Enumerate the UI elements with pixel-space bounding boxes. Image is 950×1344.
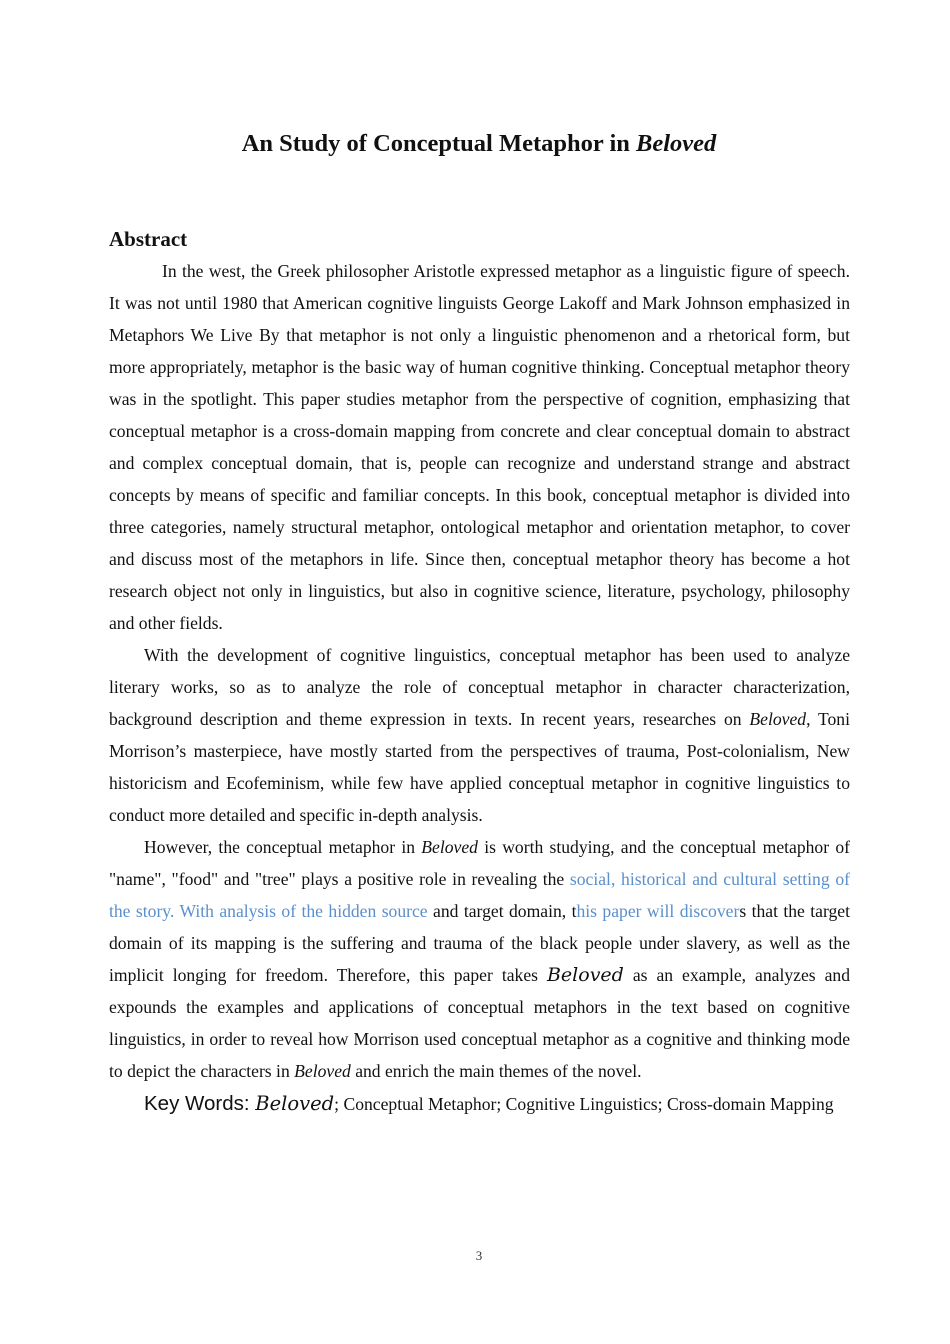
paragraph-text: , Toni Morrison’s masterpiece, have mostly started from the perspectives of trauma, Post-colonialism, New historicism and Ecofeminism, while few have applied conceptual metaphor in cognitive linguistics to conduct more detailed and specific in-depth analysis. [109,709,850,825]
paragraph-text: and target domain, t [427,901,577,921]
keywords-line [109,1087,850,1121]
title-italic: Beloved [636,130,717,157]
highlighted-text: his paper will discover [576,901,740,921]
paper-title [0,126,950,162]
page-number: 3 [475,1248,483,1263]
italic-title: Beloved [421,837,478,857]
paragraph-text: is worth studying, and the conceptual metaphor of "name", "food" and "tree" plays a positive role in revealing the [109,837,850,889]
title-text: An Study of Conceptual Metaphor in [241,130,637,157]
keywords-label: Key Words: [144,1092,256,1115]
paragraph-text: s that the target domain of its mapping is the suffering and trauma of the black people under slavery, as well as the implicit longing for freedom. Therefore, this paper takes [109,901,851,985]
italic-title: Beloved [546,964,624,986]
paragraph-text: as an example, analyzes and expounds the examples and applications of conceptual metaphors in the text based on cognitive linguistics, in order to reveal how Morrison used conceptual metaphor as a cognitive and thinking mode to depict the characters in [109,965,850,1081]
paragraph-text: With the development of cognitive linguistics, conceptual metaphor has been used to analyze literary works, so as to analyze the role of conceptual metaphor in character characterization, background description and theme expression in texts. In recent years, researches on [109,645,850,729]
abstract-paragraph-1: In the west, the Greek philosopher Aristotle expressed metaphor as a linguistic figure of speech. It was not until 1980 that American cognitive linguists George Lakoff and Mark Johnson emphasized in Metaphors We Live By that metaphor is not only a linguistic phenomenon and a rhetorical form, but more appropriately, metaphor is the basic way of human cognitive thinking. Conceptual metaphor theory was in the spotlight. This paper studies metaphor from the perspective of cognition, emphasizing that conceptual metaphor is a cross-domain mapping from concrete and clear conceptual domain to abstract and complex conceptual domain, that is, people can recognize and understand strange and abstract concepts by means of specific and familiar concepts. In this book, conceptual metaphor is divided into three categories, namely structural metaphor, ontological metaphor and orientation metaphor, to cover and discuss most of the metaphors in life. Since then, conceptual metaphor theory has become a hot research object not only in linguistics, but also in cognitive science, literature, psychology, philosophy and other fields. [109,261,850,633]
abstract-heading: Abstract [109,227,188,251]
keyword-italic: Beloved [255,1092,335,1115]
italic-title: Beloved [294,1061,351,1081]
paragraph-text: However, the conceptual metaphor in [144,837,422,857]
abstract-body [109,255,850,1121]
highlighted-text: social, historical and cultural setting of the story. With analysis of the hidden source [109,869,850,921]
keywords-list: ; Conceptual Metaphor; Cognitive Linguistics; Cross-domain Mapping [334,1094,834,1114]
abstract-paragraph-3 [109,831,850,1087]
abstract-paragraph-2 [109,639,850,831]
italic-title: Beloved [749,709,807,729]
paragraph-text: and enrich the main themes of the novel. [350,1061,642,1081]
